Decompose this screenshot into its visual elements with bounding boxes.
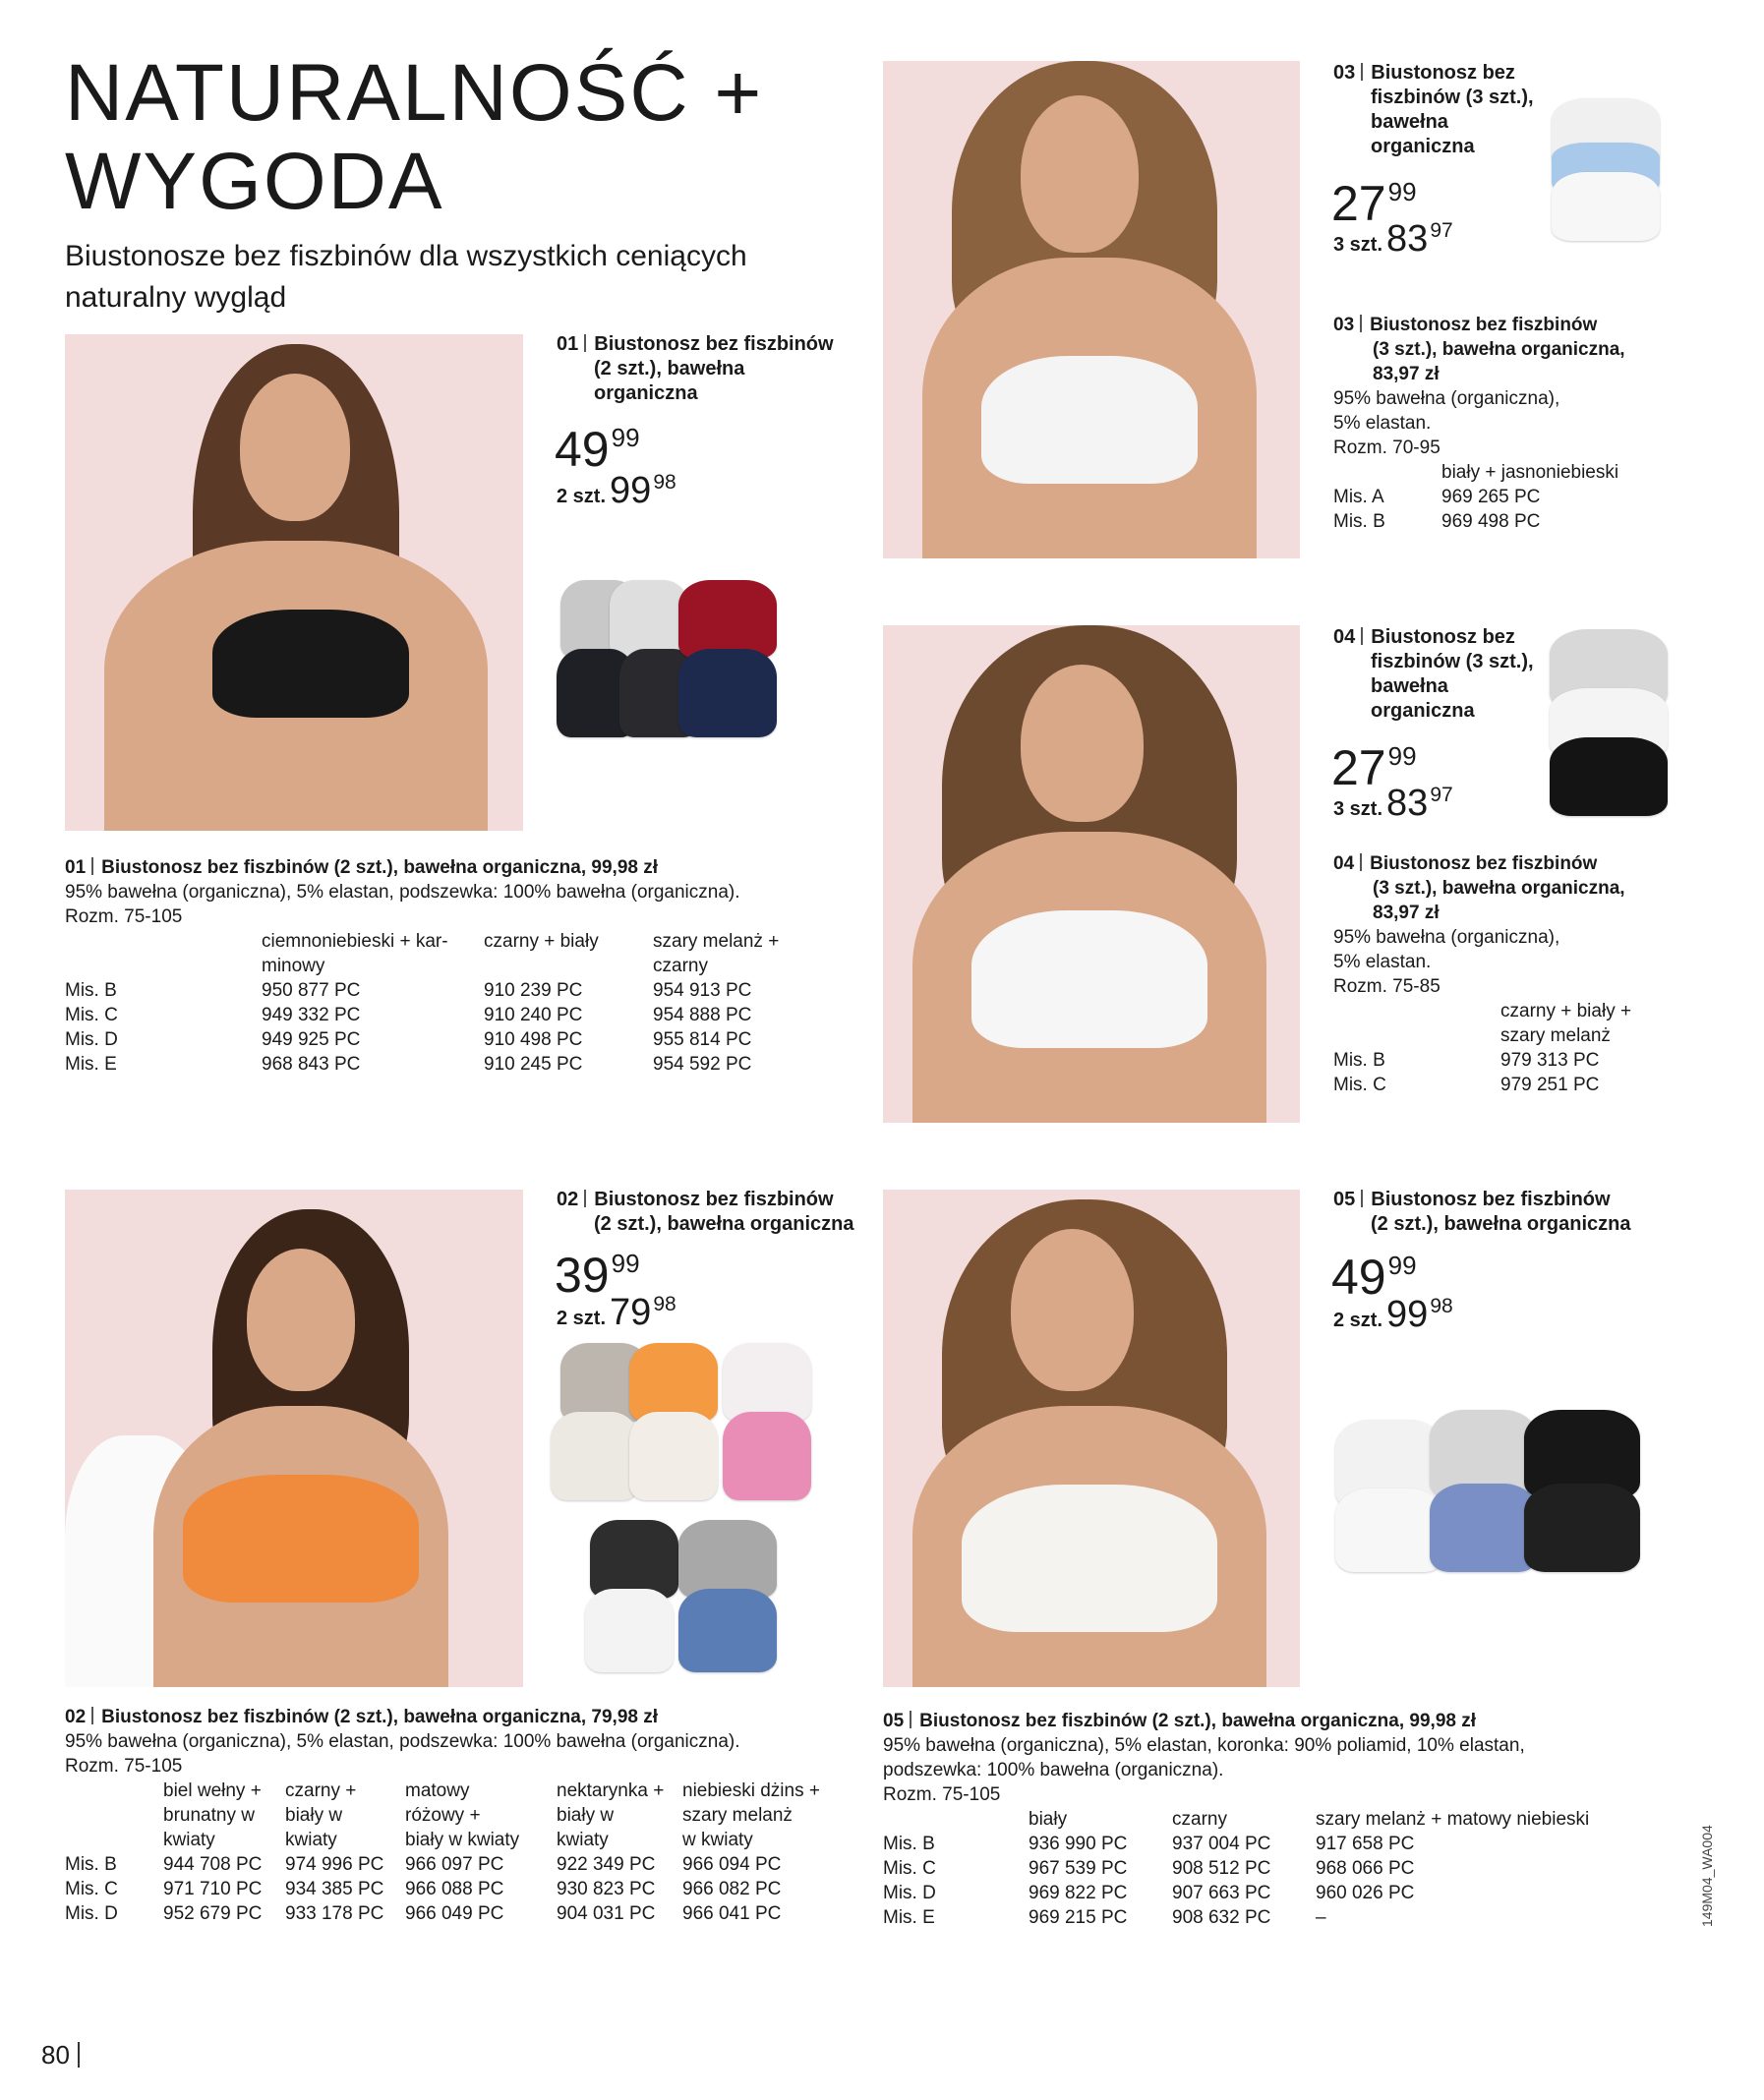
table-row: Mis. A 969 265 PC — [1333, 487, 1541, 507]
table-row: Mis. B 969 498 PC — [1333, 511, 1541, 532]
product-04-title: 04 Biustonosz bez fiszbinów (3 szt.), bawełna organiczna — [1333, 626, 1534, 722]
table-row: Mis. D 952 679 PC 933 178 PC 966 049 PC 904 031 PC 966 041 PC — [65, 1903, 782, 1924]
product-03-price: $27^{99}$ — [1331, 176, 1417, 231]
product-03-model-photo — [883, 61, 1300, 558]
table-row: Mis. C 949 332 PC 910 240 PC 954 888 PC — [65, 1005, 752, 1025]
table-row: Mis. D 969 822 PC 907 663 PC 960 026 PC — [883, 1883, 1415, 1903]
product-05-details: 05 Biustonosz bez fiszbinów (2 szt.), bawełna organiczna, 99,98 zł 95% bawełna (organiczna), 5% elastan, koronka: 90% poliamid, 10% elastan, podszewka: 100% bawełna (organiczna). Rozm. 75-105 biały czarny szary melanż + matowy niebieski Mis. B 936 990 PC 937 004 PC 917 658 PC Mis. C 967 539 PC 908 512 PC 968 066 PC Mis. D 969 822 PC 907 663 PC 960 026 PC Mis. E 969 215 PC 908 632 PC – — [883, 1711, 1590, 1928]
table-row: Mis. C 979 251 PC — [1333, 1075, 1600, 1095]
table-row: Mis. E 969 215 PC 908 632 PC – — [883, 1907, 1326, 1928]
product-04-swatches — [1540, 619, 1677, 826]
table-row: Mis. C 967 539 PC 908 512 PC 968 066 PC — [883, 1858, 1415, 1879]
table-row: Mis. B 936 990 PC 937 004 PC 917 658 PC — [883, 1834, 1415, 1854]
product-01-model-photo — [65, 334, 523, 831]
product-02-swatches — [551, 1343, 846, 1677]
product-01-title: 01 Biustonosz bez fiszbinów (2 szt.), bawełna organiczna — [557, 333, 834, 404]
product-04-details: 04 Biustonosz bez fiszbinów (3 szt.), bawełna organiczna, 83,97 zł 95% bawełna (organiczna), 5% elastan. Rozm. 75-85 czarny + biały + szary melanż Mis. B 979 313 PC Mis. C 979 251 PC — [1333, 853, 1632, 1095]
product-01-multi-price: 2 szt. $99^{98}$ — [557, 470, 676, 511]
product-04-model-photo — [883, 625, 1300, 1123]
table-row: Mis. B 950 877 PC 910 239 PC 954 913 PC — [65, 980, 752, 1001]
product-02-model-photo — [65, 1190, 523, 1687]
product-02-title: 02 Biustonosz bez fiszbinów (2 szt.), bawełna organiczna — [557, 1189, 854, 1235]
product-03-swatches — [1542, 79, 1670, 246]
page-title — [65, 49, 763, 226]
product-02-details: 02 Biustonosz bez fiszbinów (2 szt.), bawełna organiczna, 79,98 zł 95% bawełna (organiczna), 5% elastan, podszewka: 100% bawełna (organiczna). Rozm. 75-105 biel wełny + czarny + matowy nektarynka + niebieski dżins + brunatny w biały w różowy + biały w szary melanż kwiaty kwiaty biały w kwiaty kwiaty w kwiaty Mis. B 944 708 PC 974 996 PC 966 097 PC 922 349 PC 966 094 PC Mis. C 971 710 PC 934 385 PC 966 088 PC 930 823 PC 966 082 PC Mis. D 952 679 PC 933 178 PC 966 049 PC 904 031 PC 966 041 PC — [65, 1707, 820, 1924]
product-01-swatches — [553, 570, 808, 742]
product-02-price: $39^{99}$ — [555, 1248, 640, 1303]
title-line-2: WYGODA — [65, 137, 444, 226]
product-05-variant-table: biały czarny szary melanż + matowy niebieski Mis. B 936 990 PC 937 004 PC 917 658 PC Mis. C 967 539 PC 908 512 PC 968 066 PC Mis. D 969 822 PC 907 663 PC 960 026 PC Mis. E 969 215 PC 908 632 PC – — [883, 1809, 1590, 1928]
product-05-title: 05 Biustonosz bez fiszbinów (2 szt.), bawełna organiczna — [1333, 1189, 1631, 1235]
product-05-swatches — [1331, 1400, 1656, 1587]
catalog-code: 149M04_WA004 — [1699, 1825, 1715, 1927]
product-03-multi-price: 3 szt. $83^{97}$ — [1333, 218, 1453, 260]
table-row: Mis. C 971 710 PC 934 385 PC 966 088 PC 930 823 PC 966 082 PC — [65, 1879, 782, 1899]
product-05-multi-price: 2 szt. $99^{98}$ — [1333, 1294, 1453, 1335]
table-row: Mis. E 968 843 PC 910 245 PC 954 592 PC — [65, 1054, 752, 1075]
product-02-variant-table: biel wełny + czarny + matowy nektarynka + niebieski dżins + brunatny w biały w różowy + biały w szary melanż kwiaty kwiaty biały w kwiaty kwiaty w kwiaty Mis. B 944 708 PC 974 996 PC 966 097 PC 922 349 PC 966 094 PC Mis. C 971 710 PC 934 385 PC 966 088 PC 930 823 PC 966 082 PC Mis. D 952 679 PC 933 178 PC 966 049 PC 904 031 PC 966 041 PC — [65, 1780, 820, 1924]
product-05-model-photo — [883, 1190, 1300, 1687]
product-03-variant-table: biały + jasnoniebieski Mis. A 969 265 PC Mis. B 969 498 PC — [1333, 462, 1619, 532]
product-04-variant-table: czarny + biały + szary melanż Mis. B 979 313 PC Mis. C 979 251 PC — [1333, 1001, 1632, 1095]
page-number: 80 — [41, 2040, 80, 2071]
product-01-price: $49^{99}$ — [555, 422, 640, 477]
product-01-details: 01 Biustonosz bez fiszbinów (2 szt.), bawełna organiczna, 99,98 zł 95% bawełna (organiczna), 5% elastan, podszewka: 100% bawełna (organiczna). Rozm. 75-105 ciemnoniebieski + kar- czarny + biały szary melanż + minowy czarny Mis. B 950 877 PC 910 239 PC 954 913 PC Mis. C 949 332 PC 910 240 PC 954 888 PC Mis. D 949 925 PC 910 498 PC 955 814 PC Mis. E 968 843 PC 910 245 PC 954 592 PC — [65, 857, 780, 1075]
product-05-price: $49^{99}$ — [1331, 1250, 1417, 1305]
product-04-multi-price: 3 szt. $83^{97}$ — [1333, 783, 1453, 824]
product-03-details: 03 Biustonosz bez fiszbinów (3 szt.), bawełna organiczna, 83,97 zł 95% bawełna (organiczna), 5% elastan. Rozm. 70-95 biały + jasnoniebieski Mis. A 969 265 PC Mis. B 969 498 PC — [1333, 315, 1625, 532]
product-04-price: $27^{99}$ — [1331, 740, 1417, 795]
table-row: Mis. D 949 925 PC 910 498 PC 955 814 PC — [65, 1029, 752, 1050]
table-row: Mis. B 944 708 PC 974 996 PC 966 097 PC 922 349 PC 966 094 PC — [65, 1854, 782, 1875]
product-03-title: 03 Biustonosz bez fiszbinów (3 szt.), bawełna organiczna — [1333, 62, 1534, 157]
page-subtitle: Biustonosze bez fiszbinów dla wszystkich ceniących naturalny wygląd — [65, 240, 747, 314]
product-02-multi-price: 2 szt. $79^{98}$ — [557, 1292, 676, 1333]
table-row: Mis. B 979 313 PC — [1333, 1050, 1600, 1071]
title-line-1: NATURALNOŚĆ + — [65, 48, 764, 138]
product-01-variant-table: ciemnoniebieski + kar- czarny + biały szary melanż + minowy czarny Mis. B 950 877 PC 910 239 PC 954 913 PC Mis. C 949 332 PC 910 240 PC 954 888 PC Mis. D 949 925 PC 910 498 PC 955 814 PC Mis. E 968 843 PC 910 245 PC 954 592 PC — [65, 931, 780, 1075]
